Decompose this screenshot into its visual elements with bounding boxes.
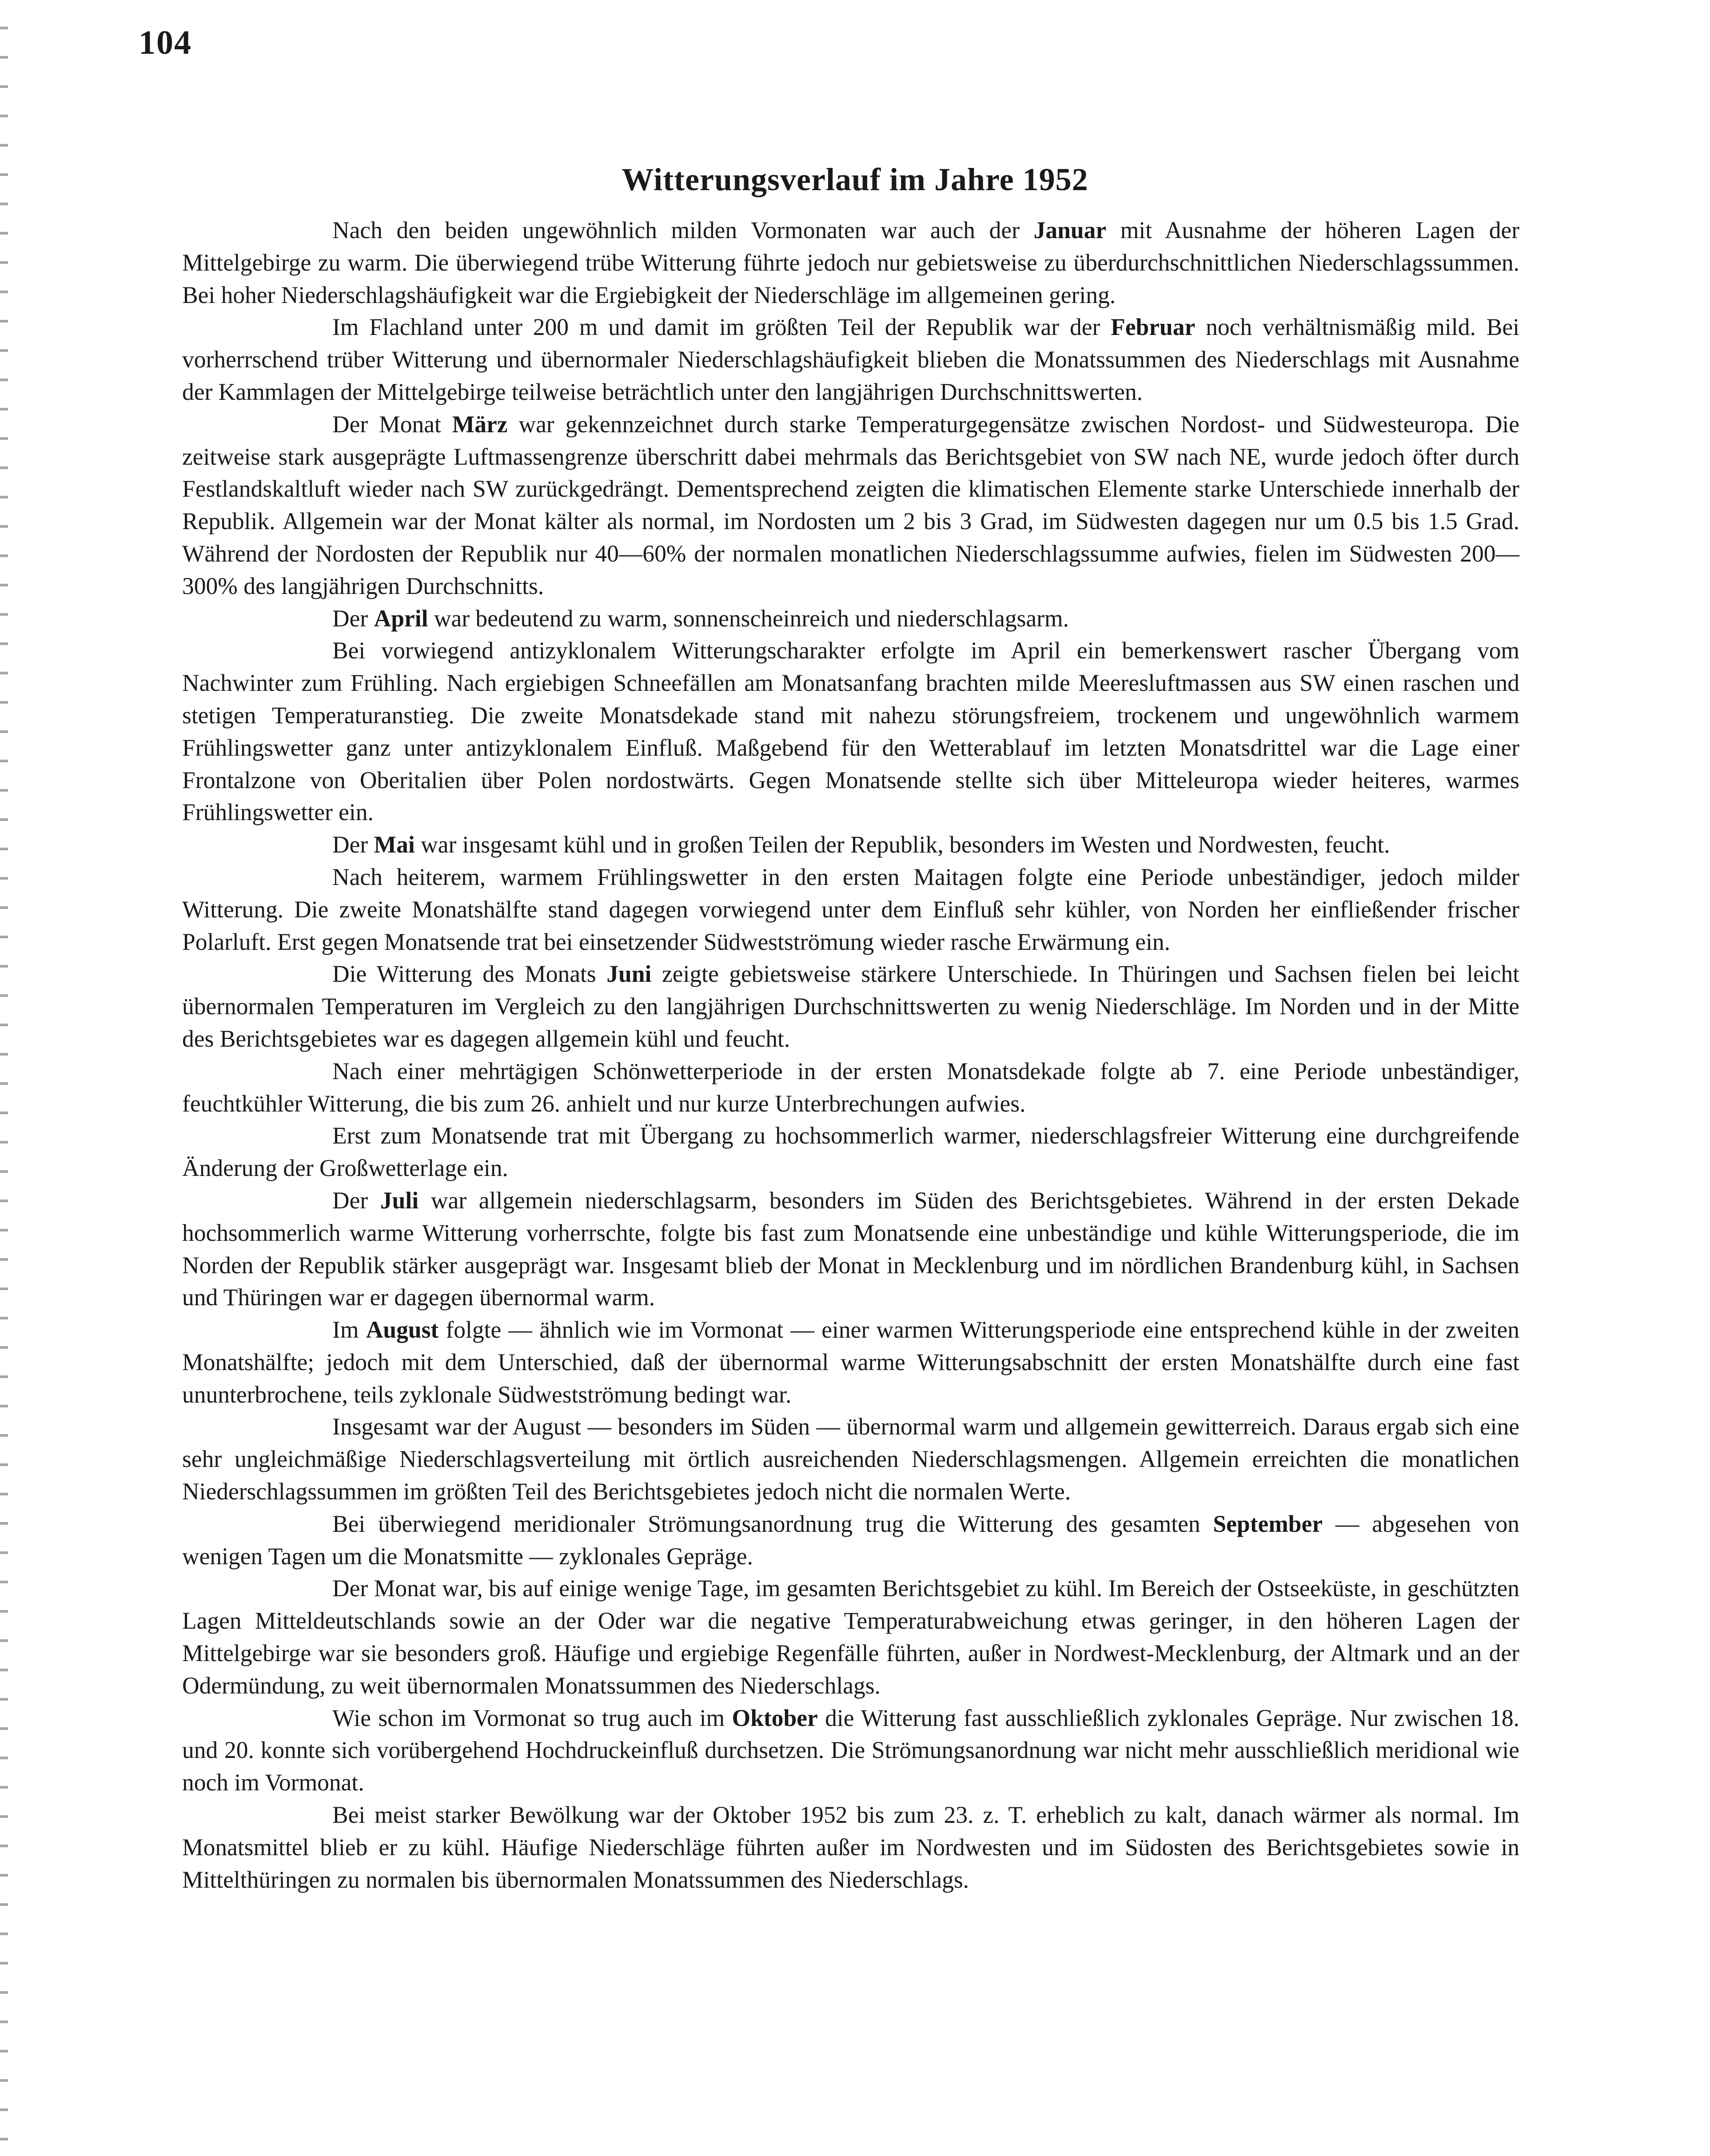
paragraph-text: Bei überwiegend meridionaler Strömungsanordnung trug die Witterung des gesamten xyxy=(332,1510,1213,1537)
paragraph xyxy=(182,1314,1519,1411)
paragraph xyxy=(182,408,1519,602)
paragraph-text: folgte — ähnlich wie im Vormonat — einer warmen Witterungsperiode eine entsprechend kühle in der zweiten Monatshälfte; jedoch mit dem Unterschied, daß der übernormal warme Witterungsabschnitt der ersten Monatshälfte durch eine fast ununterbrochene, teils zyklonale Südwestströmung bedingt war. xyxy=(182,1316,1519,1408)
page-number: 104 xyxy=(139,24,192,61)
month-name: Juli xyxy=(380,1187,419,1214)
paragraph xyxy=(182,829,1519,861)
paragraph-text: Nach einer mehrtägigen Schönwetterperiode in der ersten Monatsdekade folgte ab 7. eine Periode unbeständiger, feuchtkühler Witterung, die bis zum 26. anhielt und nur kurze Unterbrechungen aufwies. xyxy=(182,1057,1519,1117)
paragraph xyxy=(182,1055,1519,1120)
month-name: März xyxy=(452,410,508,438)
paragraph-text: war allgemein niederschlagsarm, besonders im Süden des Berichtsgebietes. Während in der ersten Dekade hochsommerlich warme Witterung vorherrschte, folgte bis fast zum Monatsende eine unbeständige und kühle Witterungsperiode, die im Norden der Republik stärker ausgeprägt war. Insgesamt blieb der Monat in Mecklenburg und im nördlichen Brandenburg kühl, in Sachsen und Thüringen war er dagegen übernormal warm. xyxy=(182,1187,1519,1311)
paragraph xyxy=(182,861,1519,958)
month-name: Mai xyxy=(374,831,415,858)
paragraph-text: Nach den beiden ungewöhnlich milden Vormonaten war auch der xyxy=(332,217,1034,243)
month-name: Oktober xyxy=(732,1704,818,1731)
paragraph-text: Wie schon im Vormonat so trug auch im xyxy=(332,1704,732,1731)
paragraph-text: Die Witterung des Monats xyxy=(332,960,607,988)
paragraph-text: war bedeutend zu warm, sonnenscheinreich und niederschlagsarm. xyxy=(428,605,1069,632)
month-name: Februar xyxy=(1111,314,1196,341)
paragraph xyxy=(182,1799,1519,1896)
paragraph-text: Der xyxy=(332,605,374,632)
paragraph xyxy=(182,311,1519,408)
scan-edge-artifact xyxy=(0,0,8,2156)
month-name: Januar xyxy=(1033,217,1107,243)
paragraph-text: mit Ausnahme der höheren Lagen der Mittelgebirge zu warm. Die überwiegend trübe Witterung führte jedoch nur gebietsweise zu überdurchschnittlichen Niederschlagssummen. Bei hoher Niederschlagshäufigkeit war die Ergiebigkeit der Niederschläge im allgemeinen gering. xyxy=(182,217,1520,308)
paragraph xyxy=(182,602,1519,635)
paragraph xyxy=(182,634,1519,829)
body-text xyxy=(182,214,1519,1896)
paragraph xyxy=(182,1508,1519,1573)
paragraph xyxy=(182,1411,1519,1507)
paragraph xyxy=(182,1572,1519,1702)
paragraph xyxy=(182,1120,1519,1184)
paragraph-text: Insgesamt war der August — besonders im Süden — übernormal warm und allgemein gewitterreich. Daraus ergab sich eine sehr ungleichmäßige Niederschlagsverteilung mit örtlich ausreichenden Niederschlagsmengen. Allgemein erreichten die monatlichen Niederschlagssummen im größten Teil des Berichtsgebietes jedoch nicht die normalen Werte. xyxy=(182,1413,1519,1505)
paragraph-text: Der xyxy=(332,831,374,858)
paragraph-text: Bei vorwiegend antizyklonalem Witterungscharakter erfolgte im April ein bemerkenswert rascher Übergang vom Nachwinter zum Frühling. Nach ergiebigen Schneefällen am Monatsanfang brachten milde Meeresluftmassen aus SW einen raschen und stetigen Temperaturanstieg. Die zweite Monatsdekade stand mit nahezu störungsfreiem, trockenem und ungewöhnlich warmem Frühlingswetter ganz unter antizyklonalem Einfluß. Maßgebend für den Wetterablauf im letzten Monatsdrittel war die Lage einer Frontalzone von Oberitalien über Polen nordostwärts. Gegen Monatsende stellte sich über Mitteleuropa wieder heiteres, warmes Frühlingswetter ein. xyxy=(182,637,1519,826)
paragraph xyxy=(182,1702,1519,1799)
paragraph-text: Nach heiterem, warmem Frühlingswetter in den ersten Maitagen folgte eine Periode unbeständiger, jedoch milder Witterung. Die zweite Monatshälfte stand dagegen vorwiegend unter dem Einfluß sehr kühler, von Norden her einfließender frischer Polarluft. Erst gegen Monatsende trat bei einsetzender Südwestströmung wieder rasche Erwärmung ein. xyxy=(182,863,1519,955)
paragraph-text: Erst zum Monatsende trat mit Übergang zu hochsommerlich warmer, niederschlagsfreier Witterung eine durchgreifende Änderung der Großwetterlage ein. xyxy=(182,1122,1519,1182)
paragraph-text: Der Monat war, bis auf einige wenige Tage, im gesamten Berichtsgebiet zu kühl. Im Bereich der Ostseeküste, in geschützten Lagen Mitteldeutschlands sowie an der Oder war die negative Temperaturabweichung etwas geringer, in den höheren Lagen der Mittelgebirge war sie besonders groß. Häufige und ergiebige Regenfälle führten, außer in Nordwest-Mecklenburg, der Altmark und an der Odermündung, zu weit übernormalen Monatssummen des Niederschlags. xyxy=(182,1575,1519,1699)
paragraph-text: — abgesehen von wenigen Tagen um die Monatsmitte — zyklonales Gepräge. xyxy=(182,1510,1519,1570)
paragraph-text: war insgesamt kühl und in großen Teilen der Republik, besonders im Westen und Nordwesten, feucht. xyxy=(415,831,1390,858)
paragraph-text: zeigte gebietsweise stärkere Unterschiede. In Thüringen und Sachsen fielen bei leicht übernormalen Temperaturen im Vergleich zu den langjährigen Durchschnittswerten zu wenig Niederschläge. Im Norden und in der Mitte des Berichtsgebietes war es dagegen allgemein kühl und feucht. xyxy=(182,960,1519,1052)
paragraph xyxy=(182,214,1519,311)
month-name: April xyxy=(374,605,428,632)
paragraph xyxy=(182,958,1519,1055)
paragraph-text: war gekennzeichnet durch starke Temperaturgegensätze zwischen Nordost- und Südwesteuropa. Die zeitweise stark ausgeprägte Luftmassengrenze überschritt dabei mehrmals das Berichtsgebiet von SW nach NE, wurde jedoch öfter durch Festlandskaltluft wieder nach SW zurückgedrängt. Dementsprechend zeigten die klimatischen Elemente starke Unterschiede innerhalb der Republik. Allgemein war der Monat kälter als normal, im Nordosten um 2 bis 3 Grad, im Südwesten dagegen nur um 0.5 bis 1.5 Grad. Während der Nordosten der Republik nur 40—60% der normalen monatlichen Niederschlagssumme aufwies, fielen im Südwesten 200—300% des langjährigen Durchschnitts. xyxy=(182,410,1519,599)
paragraph xyxy=(182,1184,1519,1314)
paragraph-text: Im xyxy=(332,1316,366,1343)
paragraph-text: Im Flachland unter 200 m und damit im größten Teil der Republik war der xyxy=(332,314,1111,341)
paragraph-text: noch verhältnismäßig mild. Bei vorherrschend trüber Witterung und übernormaler Niederschlagshäufigkeit blieben die Monatssummen des Niederschlags mit Ausnahme der Kammlagen der Mittelgebirge teilweise beträchtlich unter den langjährigen Durchschnittswerten. xyxy=(182,314,1519,405)
paragraph-text: Der Monat xyxy=(332,410,452,438)
month-name: September xyxy=(1213,1510,1323,1537)
month-name: August xyxy=(366,1316,439,1343)
paragraph-text: Der xyxy=(332,1187,380,1214)
page-title: Witterungsverlauf im Jahre 1952 xyxy=(622,162,1088,197)
paragraph-text: Bei meist starker Bewölkung war der Oktober 1952 bis zum 23. z. T. erheblich zu kalt, danach wärmer als normal. Im Monatsmittel blieb er zu kühl. Häufige Niederschläge führten außer im Nordwesten und im Südosten des Berichtsgebietes sowie in Mittelthüringen zu normalen bis übernormalen Monatssummen des Niederschlags. xyxy=(182,1801,1519,1893)
paragraph-text: die Witterung fast ausschließlich zyklonales Gepräge. Nur zwischen 18. und 20. konnte sich vorübergehend Hochdruckeinfluß durchsetzen. Die Strömungsanordnung war nicht mehr ausschließlich meridional wie noch im Vormonat. xyxy=(182,1704,1519,1796)
month-name: Juni xyxy=(606,960,652,988)
